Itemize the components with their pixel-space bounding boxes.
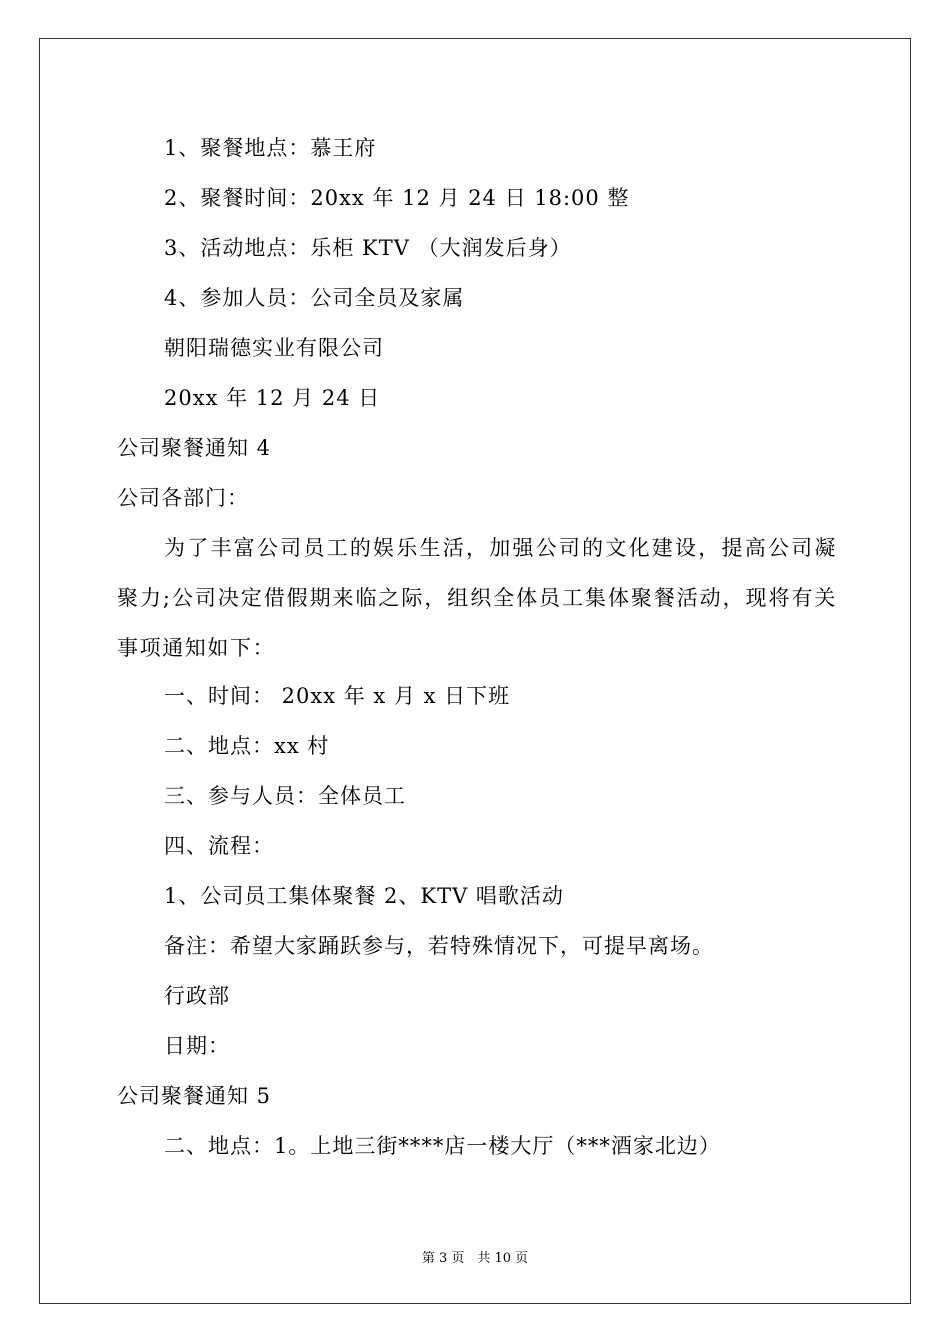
remark-line: 备注：希望大家踊跃参与，若特殊情况下，可提早离场。 [164,934,714,958]
process-steps: 1、公司员工集体聚餐 2、KTV 唱歌活动 [164,884,564,908]
time-item: 一、时间： 20xx 年 x 月 x 日下班 [164,684,511,708]
page-footer: 第 3 页 共 10 页 [421,1251,529,1266]
intro-paragraph: 为了丰富公司员工的娱乐生活，加强公司的文化建设，提高公司凝聚力;公司决定借假期来临之际，组织全体员工集体聚餐活动，现将有关事项通知如下： [117,536,837,660]
signature-date: 20xx 年 12 月 24 日 [164,386,381,410]
date-line: 日期： [164,1034,230,1058]
section-heading-5: 公司聚餐通知 5 [117,1084,272,1108]
activity-location-line: 3、活动地点：乐柜 KTV （大润发后身） [164,236,572,260]
participants-line: 4、参加人员：公司全员及家属 [164,286,465,310]
event-time-line: 2、聚餐时间：20xx 年 12 月 24 日 18:00 整 [164,186,630,210]
process-item: 四、流程： [164,834,274,858]
location-item: 二、地点：xx 村 [164,734,330,758]
greeting-line: 公司各部门： [117,486,249,510]
section-heading-4: 公司聚餐通知 4 [117,436,272,460]
company-signature: 朝阳瑞德实业有限公司 [164,336,384,360]
event-location-line: 1、聚餐地点：慕王府 [164,136,377,160]
participants-item: 三、参与人员：全体员工 [164,784,406,808]
department-signature: 行政部 [164,984,230,1008]
location-detail-line: 二、地点：1。上地三街****店一楼大厅（***酒家北边） [164,1134,721,1158]
